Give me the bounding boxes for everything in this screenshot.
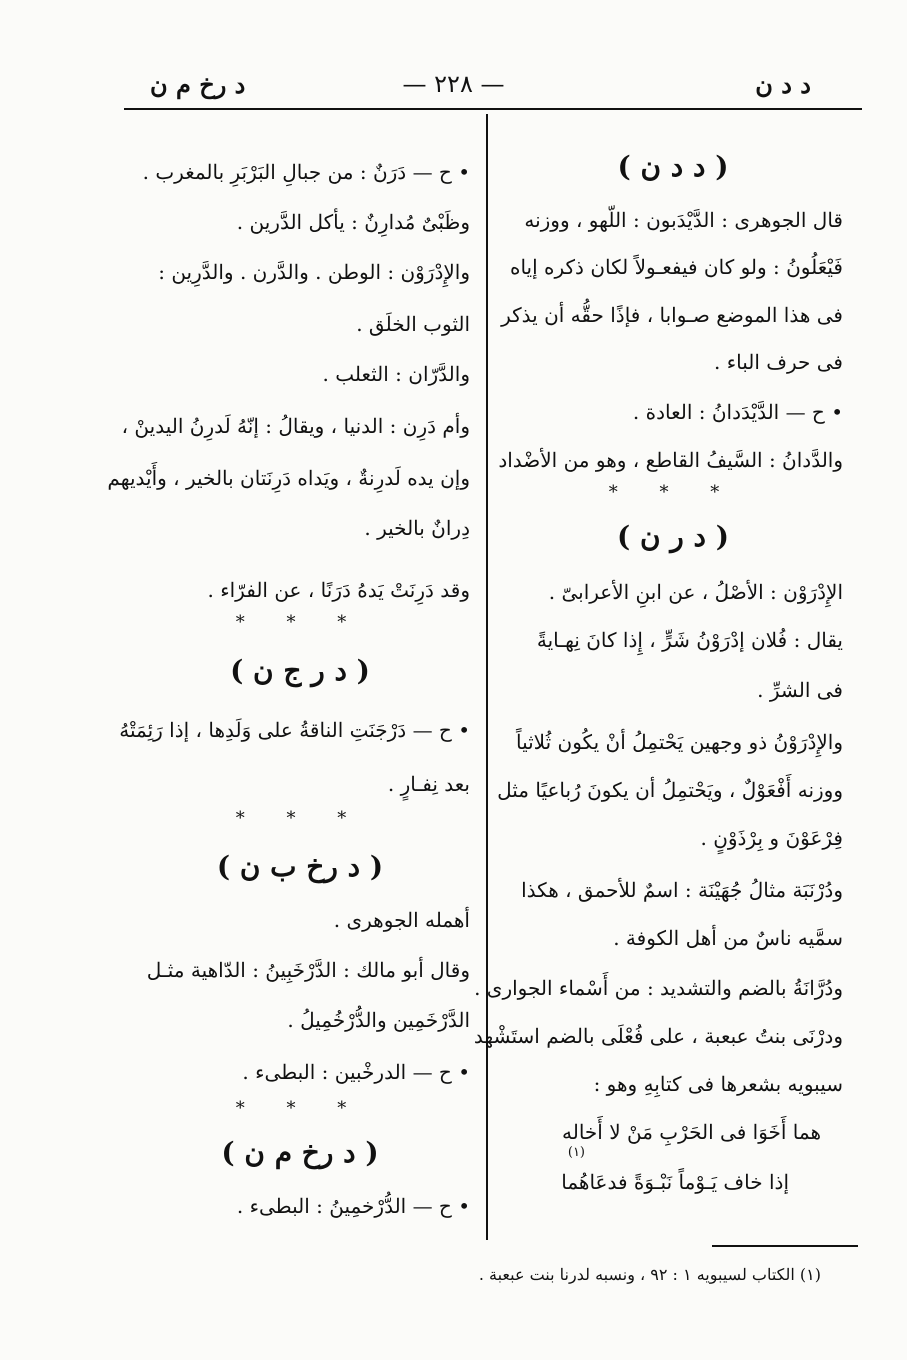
poem-line: إذا خاف يَـوْماً نَبْـوَةً فدعَاهُما [561,1170,789,1194]
text-line: وإن يده لَدرِنةٌ ، ويَداه دَرِنَتان بالخير ، وأَيْديهم [107,466,470,490]
text-line: والدَّرّان : الثعلب . [322,362,470,386]
text-line: والإِدْرَوْنُ ذو وجهين يَحْتمِلُ أنْ يكُون ثُلاثياً [515,730,843,754]
page-header [0,62,907,102]
header-rule [124,108,862,110]
poem-line: هما أَخَوَا فى الحَرْبِ مَنْ لا أَخاله [562,1120,821,1144]
entry-heading: ( د رخ ب ن ) [216,850,384,883]
text-line: سيبويه بشعرها فى كتابِهِ وهو : [593,1072,843,1096]
text-line: والإِدْرَوْن : الوطن . والدَّرن . والدَّرِين : [158,260,470,284]
entry-heading: ( د رخ م ن ) [221,1136,379,1169]
entry-heading: ( د ر ن ) [616,520,730,553]
text-line: قال الجوهرى : الدَّيْدَبون : اللّهو ، ووزنه [524,208,843,232]
text-line: وقد دَرِنَتْ يَدهُ دَرَنًا ، عن الفرّاء . [207,578,470,602]
text-line: الإِدْرَوْن : الأصْلُ ، عن ابنِ الأعرابىّ . [548,580,843,604]
text-line: الدَّرْخَمِين والدُّرْخُمِيلُ . [287,1008,470,1032]
text-line: دِرانٌ بالخير . [364,516,470,540]
text-line: فى هذا الموضع صـوابا ، فإذًا حقُّه أن يذكر [501,303,843,327]
text-line: ودُرْنَبَة مثالُ جُهَيْنَة : اسمٌ للأحمق ، هكذا [521,878,843,902]
text-line: وقال أبو مالك : الدَّرْخَبِينُ : الدّاهية مثـل [146,958,470,982]
footnote-marker: (١) [567,1145,585,1160]
text-line: ووزنه أَفْعَوْلٌ ، ويَحْتمِلُ أن يكونَ رُباعيًا مثل [497,778,843,802]
text-line: الثوب الخلَق . [356,312,470,336]
entry-heading: ( د د ن ) [617,150,729,183]
text-line: أهمله الجوهرى . [333,908,470,932]
text-line: والدَّدانُ : السَّيفُ القاطع ، وهو من الأضْداد [498,448,843,472]
running-head-right: د د ن [755,70,811,99]
text-line: ودُرَّانَةُ بالضم والتشديد : من أَسْماء الجوارى . [474,976,843,1000]
text-line: • ح — الدرخْبين : البطىء . [242,1060,470,1084]
text-line: • ح — دَرَنٌ : من جبالِ البَرْبَرِ بالمغرب . [142,160,470,184]
text-line: وظَبْىٌ مُدارِنٌ : يأكل الدَّرين . [236,210,470,234]
column-divider [486,114,488,1240]
section-separator: * * * [608,482,738,503]
text-line: بعد نِفـارٍ . [387,772,470,796]
section-separator: * * * [235,1098,365,1119]
text-line: فى الشرِّ . [757,678,843,702]
text-line: فَيْعَلُونُ : ولو كان فيفعـولاً لكان ذكره إياه [509,255,843,279]
text-line: يقال : فُلان إدْرَوْنُ شَرٍّ ، إِذا كانَ نِهـايةً [536,628,843,652]
text-line: • ح — الدَّيْدَدانُ : العادة . [632,400,843,424]
text-line: فى حرف الباء . [714,350,843,374]
section-separator: * * * [235,612,365,633]
section-separator: * * * [235,808,365,829]
text-line: • ح — دَرْجَنَتِ الناقةُ على وَلَدِها ، إذا رَئِمَتْهُ [119,718,470,742]
footnote: (١) الكتاب لسيبويه ١ : ٩٢ ، ونسبه لدرنا بنت عبعبة . [478,1265,821,1284]
text-line: • ح — الدُّرْخمِينُ : البطىء . [236,1194,470,1218]
text-line: فِرْعَوْنَ و بِرْذَوْنٍ . [700,826,843,850]
entry-heading: ( د ر ج ن ) [230,654,370,687]
text-line: ودرْنَى بنتُ عبعبة ، على فُعْلَى بالضم استَشْهد [473,1024,843,1048]
text-line: وأم دَرِن : الدنيا ، ويقالُ : إنّهُ لَدرِنُ اليدينْ ، [121,414,470,438]
page-number: — ٢٢٨ — [402,70,505,98]
running-head-left: د رخ م ن [150,70,246,99]
footnote-rule [712,1245,858,1247]
text-line: سمَّيه ناسٌ من أهل الكوفة . [613,926,843,950]
